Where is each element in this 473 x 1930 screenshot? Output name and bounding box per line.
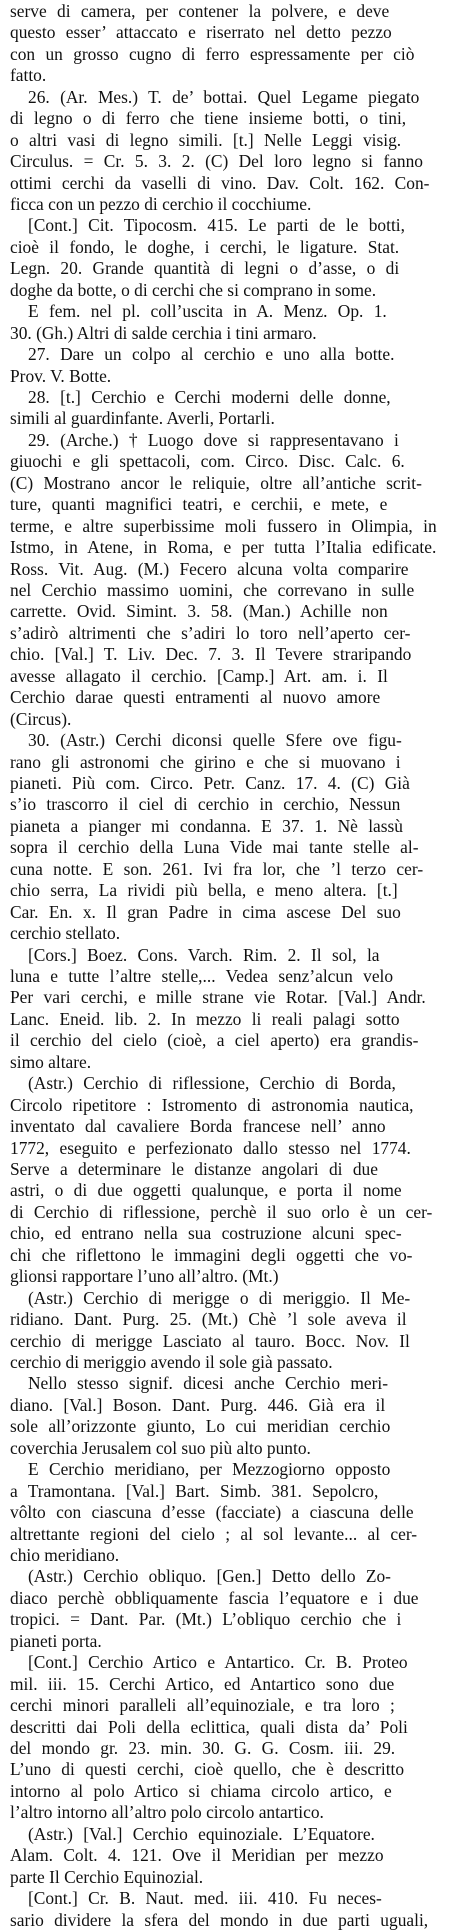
text-line: rano gli astronomi che girino e che si muovano i [10,751,401,772]
text-line: chio, ed entrano nella sua costruzione alcuni spec- [10,1223,402,1244]
text-line: inventato dal cavaliere Borda francese nell’ anno [10,1116,386,1137]
text-line: serve di camera, per contener la polvere, e deve [10,1,390,21]
text-line: parte Il Cerchio Equinozial. [10,1866,204,1887]
text-line: cerchi minori paralleli all’equinoziale, e tra loro ; [10,1695,395,1716]
text-line: s’adirò altrimenti che s’adiri lo toro nell’aperto cer- [10,622,411,643]
text-line: (Astr.) Cerchio obliquo. [Gen.] Detto dello Zo- [28,1566,391,1587]
text-line: L’uno di questi cerchi, cioè quello, che è descritto [10,1759,405,1780]
text-line: Circolo ripetitore : Istromento di astronomia nautica, [10,1094,414,1115]
text-line: 28. [t.] Cerchio e Cerchi moderni delle donne, [28,387,391,407]
text-line: tropici. = Dant. Par. (Mt.) L’obliquo cerchio che i [10,1609,402,1630]
text-line: il cerchio del cielo (cioè, a ciel aperto) era grandis- [10,1030,419,1051]
text-line: pianeti. Più com. Circo. Petr. Canz. 17. 4. (C) Già [10,773,410,793]
text-line: glionsi rapportare l’uno all’altro. (Mt.) [10,1266,279,1287]
text-line: carrette. Ovid. Simint. 3. 58. (Man.) Achille non [10,601,388,622]
text-line: del mondo gr. 23. min. 30. G. G. Cosm. iii. 29. [10,1738,396,1758]
text-line: cioè il fondo, le doghe, i cerchi, le ligature. Stat. [10,236,400,257]
text-line: chio. [Val.] T. Liv. Dec. 7. 3. Il Tevere straripando [10,644,412,665]
text-line: cerchio di merigge Lasciato al tauro. Bocc. Nov. Il [10,1330,410,1351]
text-line: simo altare. [10,1051,92,1072]
text-line: Ross. Vit. Aug. (M.) Fecero alcuna volta comparire [10,558,409,579]
text-line: chi che riflettono le immagini degli oggetti che vo- [10,1244,413,1265]
text-line: astri, o di due oggetti qualunque, e porta il nome [10,1180,402,1201]
text-line: diano. [Val.] Boson. Dant. Purg. 446. Già era il [10,1394,386,1415]
text-line: doghe da botte, o di cerchi che si comprano in some. [10,279,377,300]
text-line: o altri vasi di legno simili. [t.] Nelle Leggi visig. [10,129,402,150]
text-line: giuochi e gli spettacoli, com. Circo. Disc. Calc. 6. [10,451,405,472]
text-line: avesse allagato il cerchio. [Camp.] Art. am. i. Il [10,665,388,686]
text-line: 27. Dare un colpo al cerchio e uno alla botte. [28,344,395,365]
text-line: Nello stesso signif. dicesi anche Cerchio meri- [28,1373,389,1394]
text-line: ficca con un pezzo di cerchio il cocchiume. [10,194,312,214]
text-line: di Cerchio di riflessione, perchè il suo orlo è un cer- [10,1201,433,1222]
text-line: (Astr.) Cerchio di merigge o di meriggio. Il Me- [28,1287,411,1308]
text-line: Cerchio darae questi entramenti al nuovo amore [10,687,381,708]
text-line: 26. (Ar. Mes.) T. de’ bottai. Quel Legame piegato [28,86,420,107]
text-line: pianeta a pianger mi condanna. E 37. 1. Nè lassù [10,815,404,836]
text-line: 30. (Gh.) Altri di salde cerchia i tini armaro. [10,322,317,343]
text-line: Alam. Colt. 4. 121. Ove il Meridian per mezzo [10,1845,384,1866]
text-line: sole all’orizzonte giunto, Lo cui meridian cerchio [10,1416,391,1437]
text-line: intorno al polo Artico si chiama circolo artico, e [10,1780,392,1801]
text-line: cuna notte. E son. 261. Ivi fra lor, che ’l terzo cer- [10,858,424,879]
text-line: sario dividere la sfera del mondo in due parti uguali, [10,1909,429,1930]
text-line: Prov. V. Botte. [10,365,112,386]
text-line: con un grosso cugno di ferro espressamente per ciò [10,43,415,64]
text-line: s’io trascorro il ciel di cerchio in cerchio, Nessun [10,794,401,815]
text-line: nel Cerchio massimo uomini, che correvano in sulle [10,580,415,600]
text-line: ottimi cerchi da vaselli di vino. Dav. Colt. 162. Con- [10,172,430,193]
text-line: chio meridiano. [10,1545,120,1565]
text-line: Legn. 20. Grande quantità di legni o d’asse, o di [10,258,400,279]
text-line: ture, quanti magnifici teatri, e cerchii, e mete, e [10,494,388,515]
text-line: Per vari cerchi, e mille strane vie Rotar. [Val.] Andr. [10,987,426,1008]
text-line: 29. (Arche.) † Luogo dove si rappresentavano i [28,429,399,450]
text-line: cerchio di meriggio avendo il sole già passato. [10,1352,333,1372]
text-line: di legno o di ferro che tiene insieme botti, o tini, [10,108,407,129]
text-line: chio serra, La rividi più bella, e meno altera. [t.] [10,880,398,901]
text-line: diaco perchè obbliquamente fascia l’equatore e i due [10,1587,419,1608]
text-line: cerchio stellato. [10,923,121,944]
text-line: (Astr.) Cerchio di riflessione, Cerchio di Borda, [28,1073,396,1094]
text-line: (Astr.) [Val.] Cerchio equinoziale. L’Equatore. [28,1823,375,1844]
text-line: [Cors.] Boez. Cons. Varch. Rim. 2. Il sol, la [28,944,380,965]
text-line: Circulus. = Cr. 5. 3. 2. (C) Del loro legno si fanno [10,151,423,172]
text-line: 1772, eseguito e perfezionato dallo stesso nel 1774. [10,1137,411,1158]
text-line: (Circus). [10,708,72,729]
text-line: Istmo, in Atene, in Roma, e per tutta l’Italia edificate. [10,537,437,558]
text-line: (C) Mostrano ancor le reliquie, oltre all’antiche scrit- [10,472,422,493]
text-line: mil. iii. 15. Cerchi Artico, ed Antartico sono due [10,1673,395,1694]
text-line: pianeti porta. [10,1630,102,1651]
text-line: l’altro intorno all’altro polo circolo antartico. [10,1802,324,1823]
text-line: luna e tutte l’altre stelle,... Vedea senz’alcun velo [10,966,394,986]
text-line: terme, e altre superbissime moli fussero in Olimpia, in [10,515,437,536]
text-line: coverchia Jerusalem col suo più alto punto. [10,1437,311,1458]
text-line: E fem. nel pl. coll’uscita in A. Menz. Op. 1. [28,301,387,322]
text-line: 30. (Astr.) Cerchi diconsi quelle Sfere ove figu- [28,730,402,751]
text-line: descritti dai Poli della eclittica, quali dista da’ Poli [10,1716,408,1737]
text-line: Serve a determinare le distanze angolari di due [10,1159,378,1179]
text-line: Car. En. x. Il gran Padre in cima ascese Del suo [10,901,401,922]
text-line: [Cont.] Cr. B. Naut. med. iii. 410. Fu neces- [28,1888,382,1909]
text-line: questo esser’ attaccato e riserrato nel detto pezzo [10,22,392,43]
text-line: [Cont.] Cerchio Artico e Antartico. Cr. B. Proteo [28,1652,408,1673]
text-line: simili al guardinfante. Averli, Portarli. [10,408,275,429]
text-line: vôlto con ciascuna d’esse (facciate) a ciascuna delle [10,1502,414,1523]
text-line: sopra il cerchio della Luna Vide mai tante stelle al- [10,837,419,858]
text-line: [Cont.] Cit. Tipocosm. 415. Le parti de le botti, [28,215,405,236]
text-line: ridiano. Dant. Purg. 25. (Mt.) Chè ’l sole aveva il [10,1309,407,1330]
text-line: E Cerchio meridiano, per Mezzogiorno opposto [28,1459,391,1480]
text-line: altrettante regioni del cielo ; al sol levante... al cer- [10,1523,418,1544]
text-line: a Tramontana. [Val.] Bart. Simb. 381. Sepolcro, [10,1480,379,1501]
text-line: Lanc. Eneid. lib. 2. In mezzo li reali palagi sotto [10,1008,400,1029]
text-line: fatto. [10,65,47,86]
